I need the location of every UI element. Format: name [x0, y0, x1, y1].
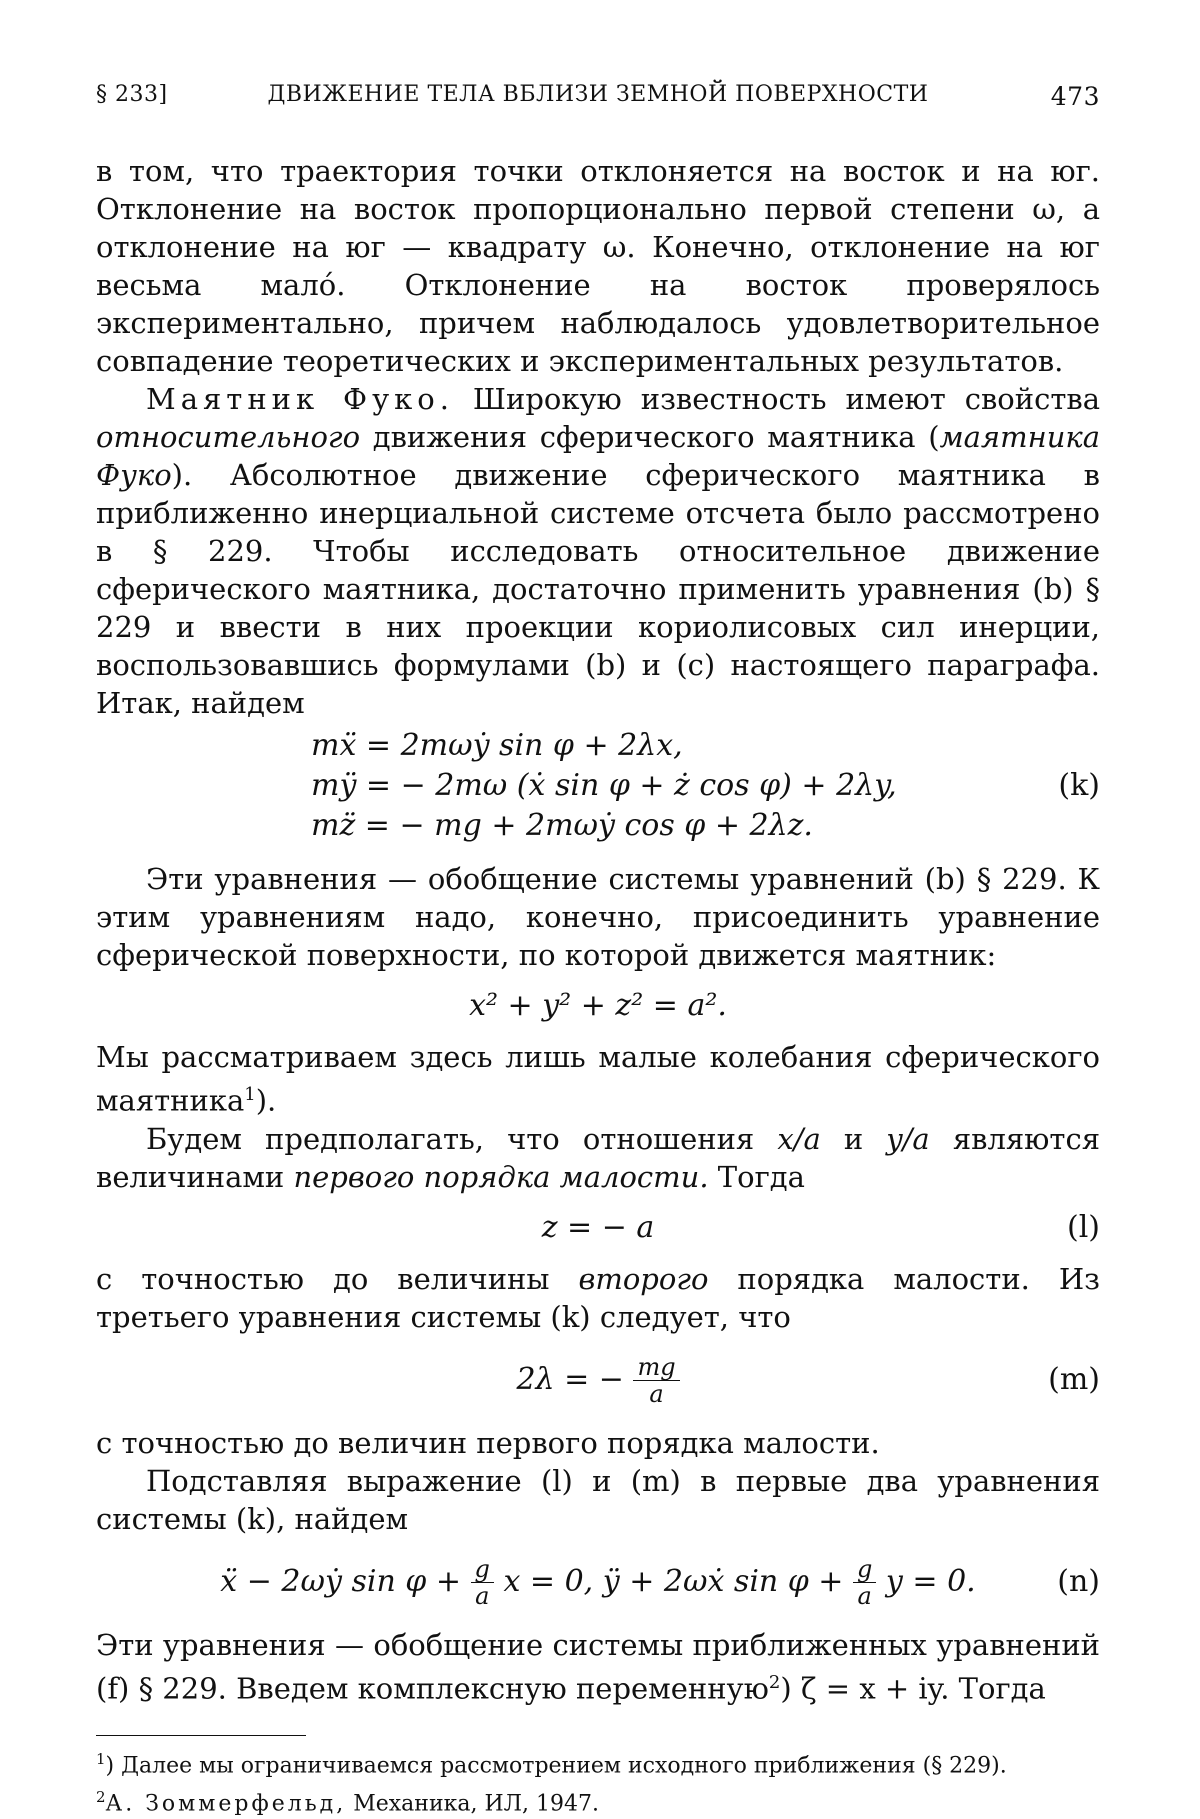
footnote-2: $^2$А. Зоммерфельд, Механика, ИЛ, 1947. [96, 1787, 599, 1816]
page-number: 473 [1050, 82, 1100, 111]
equation-m-fraction: $\frac{mg}{a}$ [633, 1354, 679, 1407]
equation-m [96, 1348, 1100, 1412]
paragraph-2: Маятник Фуко. Широкую известность имеют свойства относительного движения сферического маятника (маятника Фуко). Абсолютное движение сферического маятника в приближенно инерциальной системе отсчета было рассмотрено в § 229. Чтобы исследовать относительное движение сферического маятника, достаточно применить уравнения (b) § 229 и ввести в них проекции кориолисовых сил инерции, воспользовавшись формулами (b) и (c) настоящего параграфа. Итак, найдем [96, 382, 1100, 720]
equation-sphere: x² + y² + z² = a². [469, 988, 727, 1023]
paragraph-6: с точностью до величины второго порядка малости. Из третьего уравнения системы (k) следует, что [96, 1261, 1100, 1334]
equation-number-n: (n) [1057, 1563, 1100, 1599]
running-head [96, 82, 1100, 122]
paragraph-5: Будем предполагать, что отношения x/a и y/a являются величинами первого порядка малости. Тогда [96, 1121, 1100, 1194]
equation-k-line-3: mz̈ = − mg + 2mωẏ cos φ + 2λz. [311, 808, 813, 843]
equation-m-left: 2λ = − [516, 1361, 624, 1397]
equation-number-m: (m) [1048, 1361, 1100, 1397]
footnote-ref-2[interactable]: 2 [768, 1671, 781, 1693]
running-title: ДВИЖЕНИЕ ТЕЛА ВБЛИЗИ ЗЕМНОЙ ПОВЕРХНОСТИ [267, 82, 929, 107]
paragraph-9: Эти уравнения — обобщение системы приближенных уравнений (f) § 229. Введем комплексную переменную$^2$) ζ = x + iy. Тогда [96, 1627, 1100, 1706]
footnote-1: $^1$) Далее мы ограничиваемся рассмотрением исходного приближения (§ 229). [96, 1750, 1007, 1779]
paragraph-7: с точностью до величин первого порядка малости. [96, 1425, 880, 1460]
equation-l [96, 1208, 1100, 1248]
footnotes [96, 1735, 1100, 1819]
body-text [96, 152, 1100, 1707]
paragraph-1: в том, что траектория точки отклоняется на восток и на юг. Отклонение на восток пропорционально первой степени ω, а отклонение на юг — квадрату ω. Конечно, отклонение на юг весьма мало́. Отклонение на восток проверялось экспериментально, причем наблюдалось удовлетворительное совпадение теоретических и экспериментальных результатов. [96, 154, 1100, 378]
equation-l-body: z = − a [541, 1209, 655, 1245]
paragraph-4: Мы рассматриваем здесь лишь малые колебания сферического маятника$^1$). [96, 1040, 1100, 1118]
equation-n-fraction-1: $\frac{g}{a}$ [471, 1556, 494, 1609]
footnote-divider [96, 1735, 306, 1736]
equation-number-l: (l) [1066, 1209, 1100, 1245]
equation-n: ẍ − 2ωẏ sin φ + $\frac{g}{a}$ x = 0, ÿ + 2ωẋ sin φ + $\frac{g}{a}$ y = 0. (n) [96, 1550, 1100, 1614]
footnote-ref-1[interactable]: 1 [244, 1084, 256, 1105]
paragraph-3: Эти уравнения — обобщение системы уравнений (b) § 229. К этим уравнениям надо, конечно, присоединить уравнение сферической поверхности, по которой движется маятник: [96, 862, 1100, 972]
equation-number-k: (k) [1058, 768, 1100, 803]
equation-k-line-1: mẍ = 2mωẏ sin φ + 2λx, [311, 728, 683, 763]
paragraph-8: Подставляя выражение (l) и (m) в первые два уравнения системы (k), найдем [96, 1463, 1100, 1536]
equation-system-k [96, 726, 1100, 846]
equation-n-fraction-2: $\frac{g}{a}$ [853, 1556, 876, 1609]
section-reference: § 233] [96, 82, 168, 107]
equation-k-line-2: mÿ = − 2mω (ẋ sin φ + ż cos φ) + 2λy, [311, 768, 897, 803]
paragraph-heading: Маятник Фуко. [146, 382, 454, 416]
